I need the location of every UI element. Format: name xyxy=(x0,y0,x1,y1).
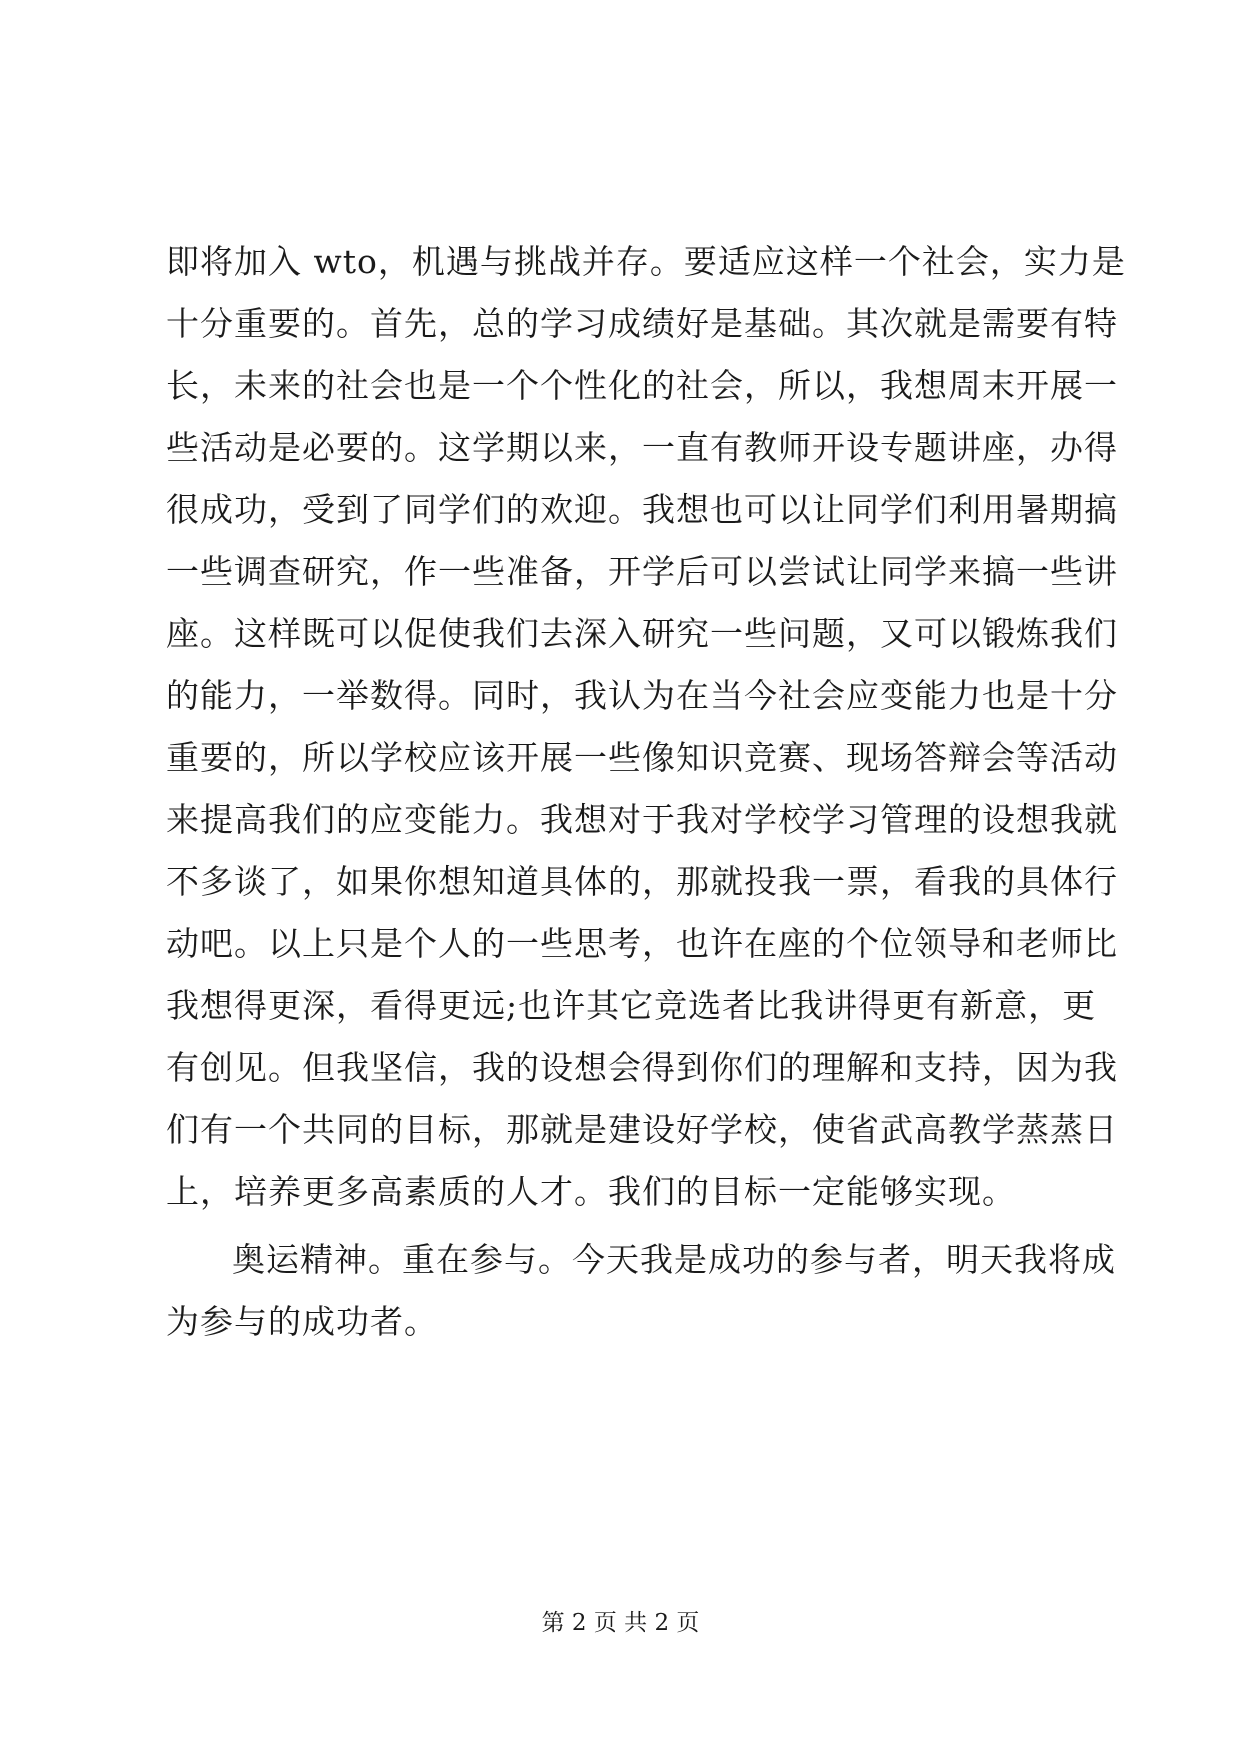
text-line: 重要的，所以学校应该开展一些像知识竞赛、现场答辩会等活动 xyxy=(166,738,1118,777)
text-line: 来提高我们的应变能力。我想对于我对学校学习管理的设想我就 xyxy=(166,800,1118,839)
text-line: 不多谈了，如果你想知道具体的，那就投我一票，看我的具体行 xyxy=(166,862,1118,901)
text-line: 动吧。以上只是个人的一些思考，也许在座的个位领导和老师比 xyxy=(166,924,1118,963)
text-line: 上，培养更多高素质的人才。我们的目标一定能够实现。 xyxy=(166,1172,1016,1211)
paragraph-1 xyxy=(166,231,1126,1223)
paragraph-2 xyxy=(166,1229,1116,1353)
text-line: 座。这样既可以促使我们去深入研究一些问题，又可以锻炼我们 xyxy=(166,614,1118,653)
text-line: 们有一个共同的目标，那就是建设好学校，使省武高教学蒸蒸日 xyxy=(166,1110,1118,1149)
page-footer: 第 2 页 共 2 页 xyxy=(541,1610,700,1636)
text-line: 十分重要的。首先，总的学习成绩好是基础。其次就是需要有特 xyxy=(166,304,1118,343)
text-line: 我想得更深，看得更远;也许其它竞选者比我讲得更有新意，更 xyxy=(166,986,1097,1025)
text-line: 长，未来的社会也是一个个性化的社会，所以，我想周末开展一 xyxy=(166,366,1118,405)
text-line: 奥运精神。重在参与。今天我是成功的参与者，明天我将成 xyxy=(232,1240,1116,1279)
text-line: 为参与的成功者。 xyxy=(166,1302,438,1341)
text-line: 些活动是必要的。这学期以来，一直有教师开设专题讲座，办得 xyxy=(166,428,1118,467)
text-line: 很成功，受到了同学们的欢迎。我想也可以让同学们利用暑期搞 xyxy=(166,490,1118,529)
text-line: 有创见。但我坚信，我的设想会得到你们的理解和支持，因为我 xyxy=(166,1048,1118,1087)
text-line: 即将加入 wto，机遇与挑战并存。要适应这样一个社会，实力是 xyxy=(166,242,1126,281)
text-line: 的能力，一举数得。同时，我认为在当今社会应变能力也是十分 xyxy=(166,676,1118,715)
text-line: 一些调查研究，作一些准备，开学后可以尝试让同学来搞一些讲 xyxy=(166,552,1118,591)
document-body xyxy=(166,231,1126,1353)
